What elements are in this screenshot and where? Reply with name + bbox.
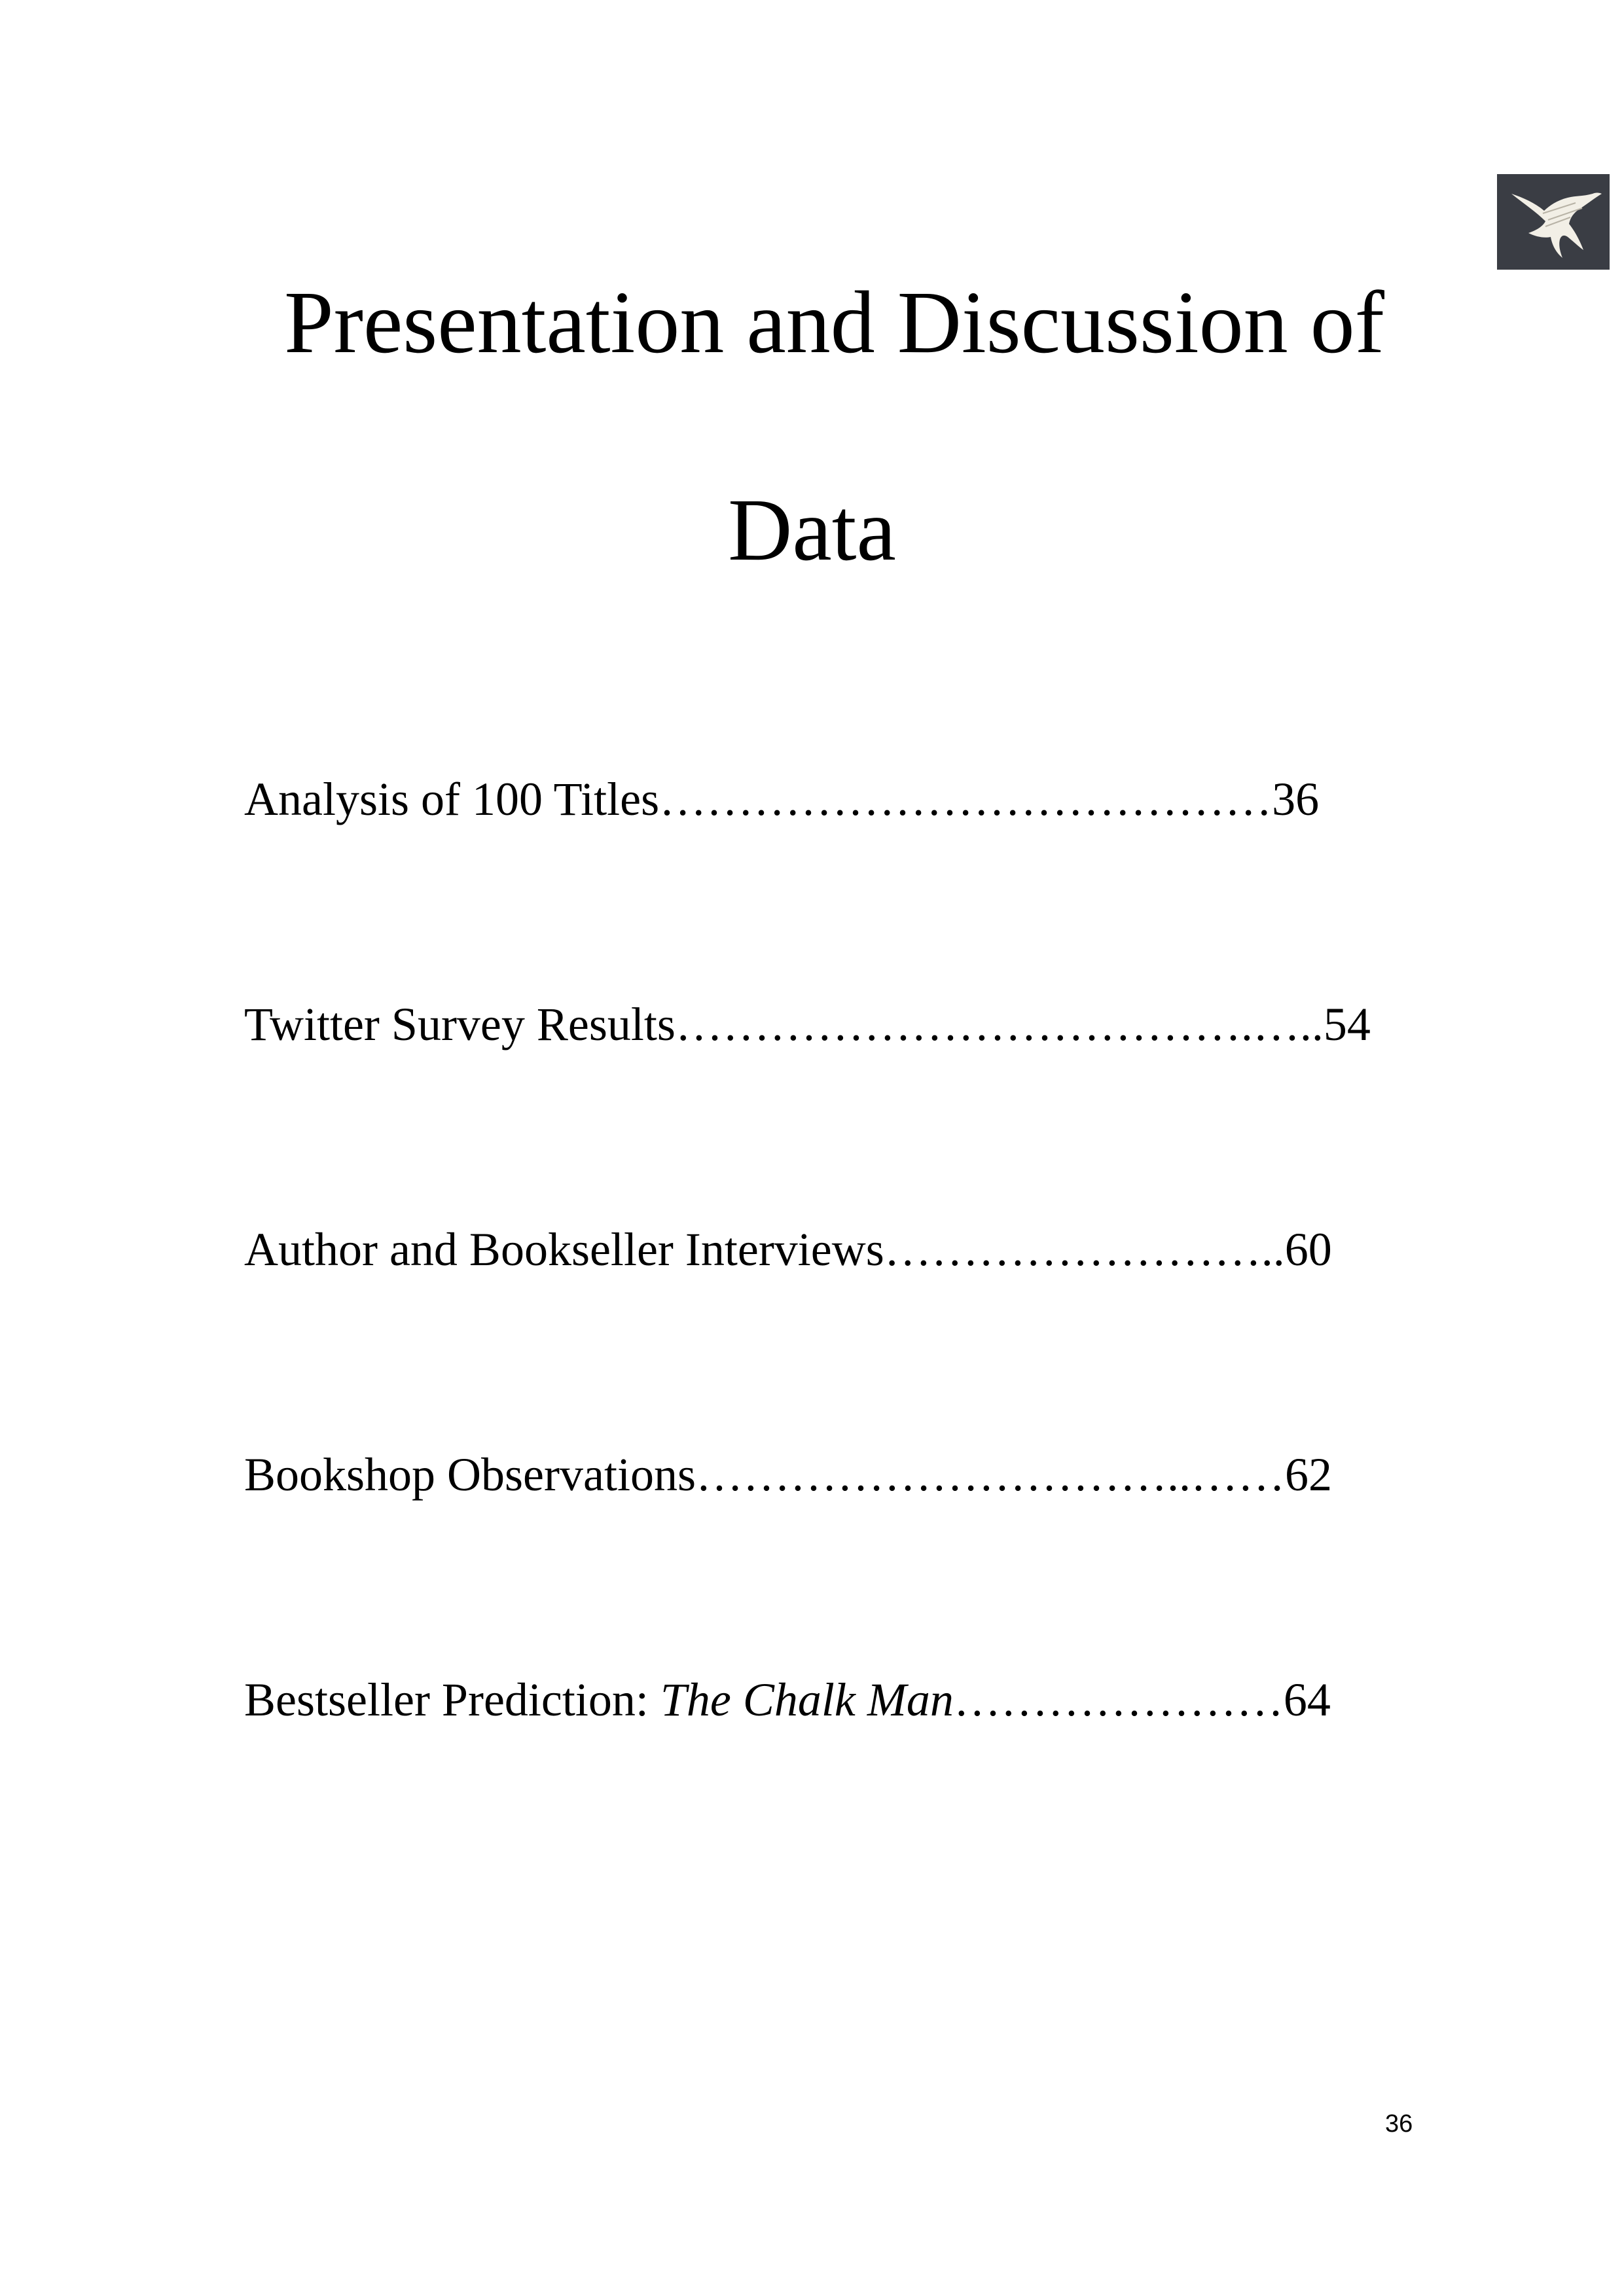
- page-number: 36: [1385, 2110, 1413, 2138]
- toc-entry-bookshop-observations[interactable]: [244, 1448, 1332, 1501]
- bird-silhouette-icon: [1497, 174, 1610, 270]
- toc-entry-leader: …………………: [953, 1674, 1284, 1726]
- toc-entry-label-italic: The Chalk Man: [660, 1674, 954, 1726]
- toc-entry-page: 64: [1283, 1674, 1331, 1726]
- toc-entry-label: Analysis of 100 Titles: [244, 773, 660, 825]
- toc-entry-twitter-survey[interactable]: [244, 998, 1371, 1050]
- toc-entry-bestseller-prediction[interactable]: [244, 1674, 1331, 1726]
- page-title-line-1: Presentation and Discussion of: [284, 274, 1384, 372]
- toc-entry-label: Twitter Survey Results: [244, 998, 676, 1050]
- toc-entry-interviews[interactable]: [244, 1223, 1332, 1276]
- toc-entry-label: Bookshop Observations: [244, 1448, 696, 1501]
- toc-entry-label: Author and Bookseller Interviews: [244, 1223, 884, 1276]
- toc-entry-leader: ……………………………….…..: [675, 998, 1324, 1050]
- toc-entry-page: 60: [1284, 1223, 1332, 1276]
- page-title-line-2: Data: [728, 481, 896, 579]
- toc-entry-leader: …………………………..……: [695, 1448, 1285, 1501]
- toc-entry-label: Bestseller Prediction:: [244, 1674, 660, 1726]
- toc-entry-analysis[interactable]: [244, 773, 1320, 825]
- logo: [1497, 174, 1610, 270]
- toc-entry-leader: …………………………………: [659, 773, 1272, 825]
- toc-entry-page: 54: [1323, 998, 1371, 1050]
- toc-entry-leader: ……………………..: [884, 1223, 1285, 1276]
- toc-entry-page: 36: [1272, 773, 1320, 825]
- toc-entry-page: 62: [1284, 1448, 1332, 1501]
